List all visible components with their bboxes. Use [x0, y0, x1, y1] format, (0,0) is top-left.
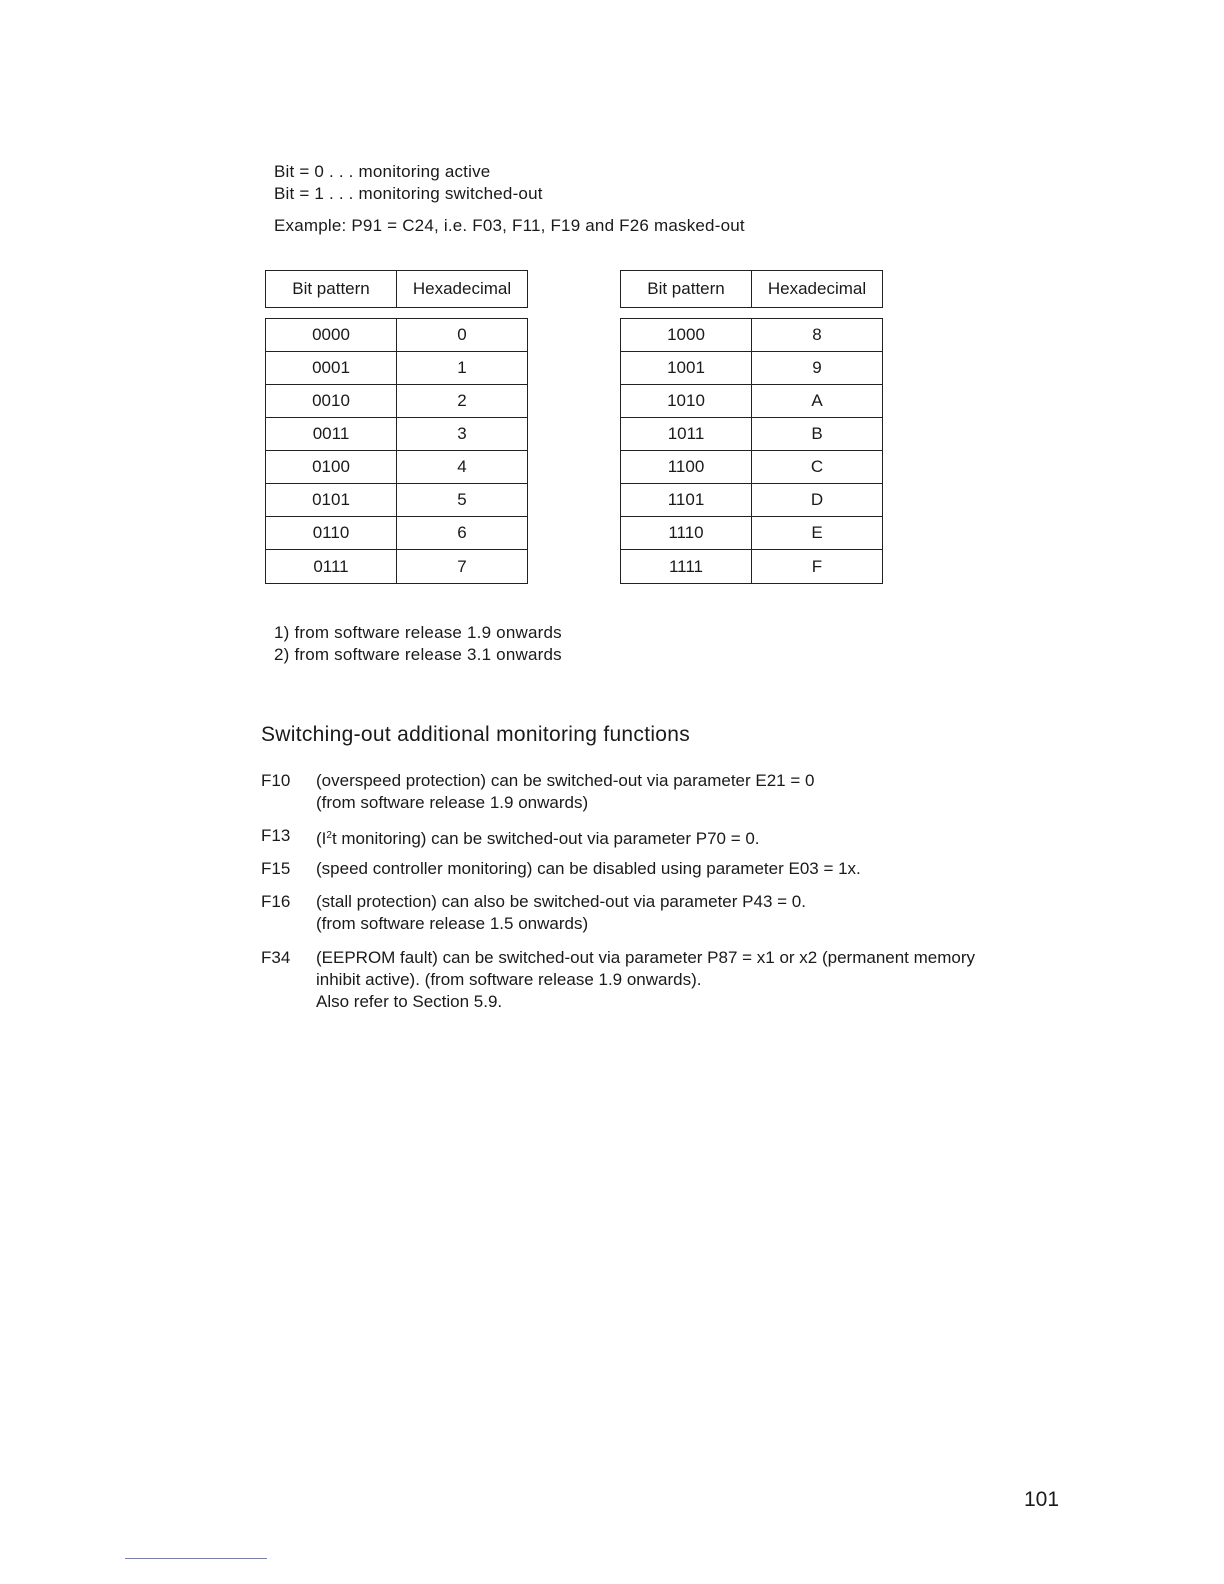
- hexadecimal-cell: B: [811, 424, 823, 443]
- bit-pattern-cell: 1100: [621, 451, 752, 483]
- desc-text-pre: (I: [316, 829, 327, 848]
- left-header-bit-pattern: Bit pattern: [266, 271, 397, 307]
- function-code: F15: [261, 859, 291, 878]
- bit-pattern-cell: 0010: [266, 385, 397, 417]
- table-row: [266, 319, 527, 352]
- bit-pattern-cell: 1110: [621, 517, 752, 549]
- bit-pattern-cell: 1101: [621, 484, 752, 516]
- footnote-2: 2) from software release 3.1 onwards: [274, 645, 562, 664]
- superscript: 2: [326, 830, 332, 841]
- description-line: (from software release 1.5 onwards): [316, 914, 589, 933]
- table-row: [621, 550, 882, 583]
- description-line: (overspeed protection) can be switched-out via parameter E21 = 0: [316, 771, 815, 790]
- hexadecimal-cell: 6: [457, 523, 467, 542]
- bit-pattern-cell: 0001: [266, 352, 397, 384]
- table-row: [266, 418, 527, 451]
- hexadecimal-cell: 0: [457, 325, 467, 344]
- bit-one-note: Bit = 1 . . . monitoring switched-out: [274, 184, 543, 203]
- function-code: F13: [261, 826, 291, 845]
- table-row: [266, 385, 527, 418]
- bit-pattern-cell: 0110: [266, 517, 397, 549]
- hexadecimal-cell: 3: [457, 424, 467, 443]
- table-row: [266, 550, 527, 583]
- page-number: 101: [1024, 1488, 1060, 1511]
- table-row: [266, 451, 527, 484]
- bit-zero-note: Bit = 0 . . . monitoring active: [274, 162, 491, 181]
- bit-pattern-cell: 0100: [266, 451, 397, 483]
- left-header-hexadecimal: Hexadecimal: [412, 279, 512, 298]
- hexadecimal-cell: 8: [812, 325, 822, 344]
- table-row: [621, 352, 882, 385]
- example-note: Example: P91 = C24, i.e. F03, F11, F19 and F26 masked-out: [274, 216, 745, 235]
- table-row: [266, 517, 527, 550]
- table-row: [266, 484, 527, 517]
- bit-pattern-cell: 1010: [621, 385, 752, 417]
- hexadecimal-cell: D: [810, 490, 824, 509]
- description-line: (stall protection) can also be switched-out via parameter P43 = 0.: [316, 892, 806, 911]
- description-line: (EEPROM fault) can be switched-out via parameter P87 = x1 or x2 (permanent memory: [316, 948, 976, 967]
- hexadecimal-cell: 4: [457, 457, 467, 476]
- description-line: (speed controller monitoring) can be disabled using parameter E03 = 1x.: [316, 859, 861, 878]
- left-table-header: [265, 270, 528, 308]
- table-row: [621, 418, 882, 451]
- desc-text-post: t monitoring) can be switched-out via parameter P70 = 0.: [331, 829, 760, 848]
- hexadecimal-cell: 1: [457, 358, 467, 377]
- description-line: [316, 825, 1046, 850]
- right-header-hexadecimal: Hexadecimal: [767, 279, 867, 298]
- description-line: Also refer to Section 5.9.: [316, 992, 503, 1011]
- table-row: [621, 517, 882, 550]
- right-header-bit-pattern: Bit pattern: [621, 271, 752, 307]
- footnote-1: 1) from software release 1.9 onwards: [274, 623, 562, 642]
- description-line: inhibit active). (from software release 1.9 onwards).: [316, 970, 702, 989]
- right-table-body: [620, 318, 883, 584]
- function-description: [316, 770, 1046, 814]
- function-code: F34: [261, 948, 291, 967]
- bit-pattern-cell: 0101: [266, 484, 397, 516]
- table-row: [621, 385, 882, 418]
- function-description: [316, 891, 1046, 935]
- hexadecimal-cell: 9: [812, 358, 822, 377]
- description-line: (from software release 1.9 onwards): [316, 793, 589, 812]
- bit-pattern-cell: 1111: [621, 550, 752, 583]
- function-description: [316, 947, 1046, 1013]
- function-code: F10: [261, 771, 291, 790]
- hexadecimal-cell: 7: [457, 556, 467, 576]
- bit-pattern-cell: 1000: [621, 319, 752, 351]
- footer-rule: [125, 1558, 267, 1559]
- hexadecimal-cell: C: [810, 457, 824, 476]
- table-row: [266, 352, 527, 385]
- bit-pattern-cell: 0000: [266, 319, 397, 351]
- hexadecimal-cell: A: [811, 391, 823, 410]
- function-code: F16: [261, 892, 291, 911]
- right-table-header: [620, 270, 883, 308]
- bit-pattern-cell: 0011: [266, 418, 397, 450]
- bit-pattern-cell: 1011: [621, 418, 752, 450]
- hexadecimal-cell: 2: [457, 391, 467, 410]
- function-description: [316, 858, 1046, 880]
- bit-pattern-cell: 0111: [266, 550, 397, 583]
- function-description: [316, 825, 1046, 850]
- hexadecimal-cell: E: [811, 523, 823, 542]
- table-row: [621, 484, 882, 517]
- left-table-body: [265, 318, 528, 584]
- hexadecimal-cell: F: [811, 556, 823, 576]
- hexadecimal-cell: 5: [457, 490, 467, 509]
- bit-pattern-cell: 1001: [621, 352, 752, 384]
- section-heading: Switching-out additional monitoring functions: [261, 723, 691, 746]
- table-row: [621, 319, 882, 352]
- table-row: [621, 451, 882, 484]
